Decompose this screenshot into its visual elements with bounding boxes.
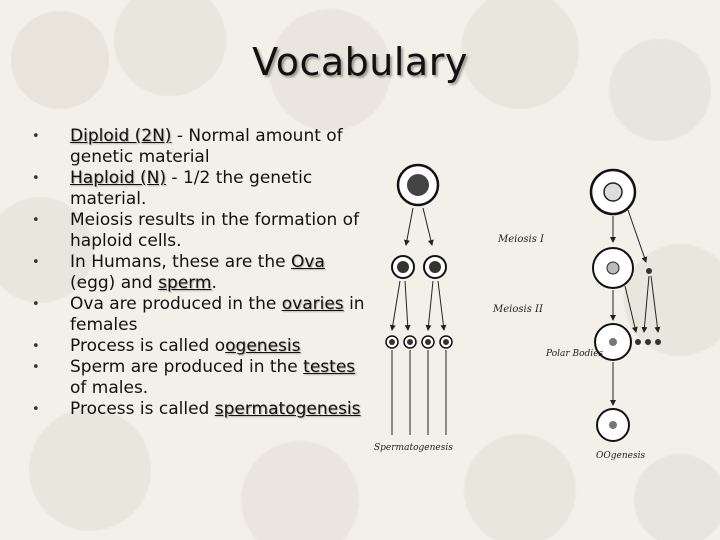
bullet-item xyxy=(28,294,368,336)
first-polar-body xyxy=(646,268,652,274)
meiosis-diagram xyxy=(368,150,668,470)
vocab-term: ogenesis xyxy=(225,336,301,356)
bullet-dot: • xyxy=(32,213,40,228)
bullet-text: (egg) and xyxy=(70,273,159,293)
bullet-text: - Normal amount of genetic material xyxy=(70,126,343,167)
bullet-text: Process is called xyxy=(70,399,215,419)
slide-title: Vocabulary xyxy=(252,40,468,84)
label-oogenesis: OOgenesis xyxy=(596,451,646,461)
bullet-text: Sperm are produced in the xyxy=(70,357,304,377)
bullet-list xyxy=(28,126,368,420)
bullet-item xyxy=(28,252,368,294)
oogenesis-cells xyxy=(591,170,661,441)
vocab-term: Diploid (2N) xyxy=(70,126,172,146)
label-spermatogenesis: Spermatogenesis xyxy=(374,443,453,453)
bullet-item xyxy=(28,357,368,399)
bullet-dot: • xyxy=(32,339,40,354)
bullet-text: Ova are produced in the xyxy=(70,294,282,314)
label-polar-bodies: Polar Bodies xyxy=(546,349,604,359)
primary-spermatocyte-nucleus xyxy=(407,174,429,196)
vocab-term: Haploid (N) xyxy=(70,168,167,188)
bullet-dot: • xyxy=(32,171,40,186)
bullet-item xyxy=(28,336,368,357)
vocab-term: testes xyxy=(303,357,356,377)
meiosis-diagram-svg xyxy=(368,150,668,470)
bullet-text: In Humans, these are the xyxy=(70,252,291,272)
bullet-text: of males. xyxy=(70,378,149,398)
vocab-term: Ova xyxy=(290,252,325,272)
bullet-item xyxy=(28,399,368,420)
bullet-text: in females xyxy=(70,294,365,335)
bullet-text: - 1/2 the genetic material. xyxy=(70,168,313,209)
vocab-term: sperm xyxy=(158,273,212,293)
bullet-dot: • xyxy=(32,402,40,417)
vocab-term: spermatogenesis xyxy=(214,399,361,419)
label-meiosis-1: Meiosis I xyxy=(498,234,544,245)
bullet-text: . xyxy=(211,273,217,293)
vocab-term: ovaries xyxy=(281,294,344,314)
bullet-item xyxy=(28,210,368,252)
spermatogenesis-cells xyxy=(386,165,452,435)
bullet-dot: • xyxy=(32,255,40,270)
label-meiosis-2: Meiosis II xyxy=(493,304,543,315)
bullet-item xyxy=(28,126,368,168)
bullet-text: Process is called o xyxy=(70,336,226,356)
bullet-dot: • xyxy=(32,297,40,312)
bullet-item xyxy=(28,168,368,210)
bullet-dot: • xyxy=(32,360,40,375)
bullet-dot: • xyxy=(32,129,40,144)
bullet-text: Meiosis results in the formation of haploid cells. xyxy=(70,210,360,251)
